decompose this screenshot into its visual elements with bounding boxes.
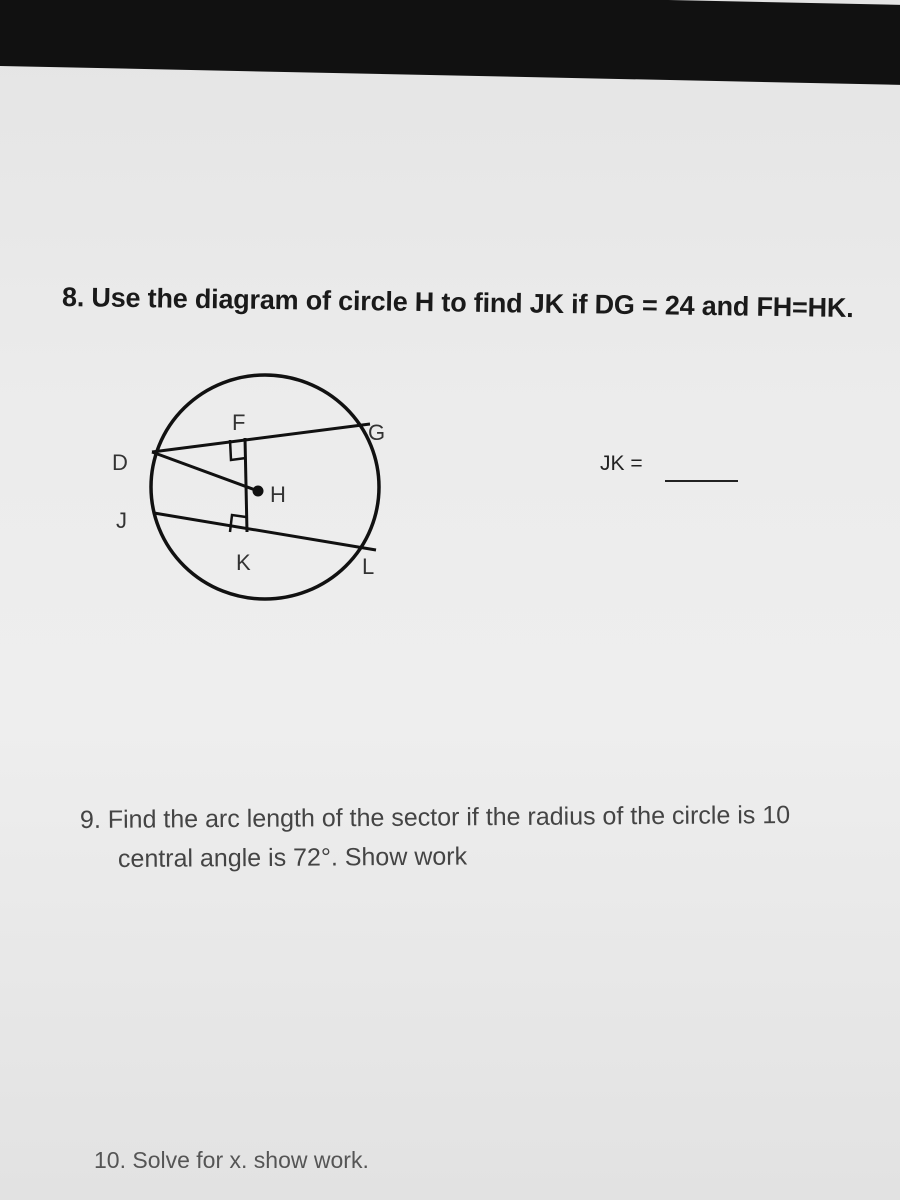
chord-dg xyxy=(152,424,370,452)
monitor-bezel xyxy=(0,0,900,85)
circle-h xyxy=(151,375,379,599)
jk-answer-label: JK = xyxy=(600,452,643,475)
label-g: G xyxy=(368,420,386,445)
label-h: H xyxy=(270,482,286,507)
jk-answer-blank xyxy=(665,480,738,482)
question-10-text: 10. Solve for x. show work. xyxy=(94,1147,369,1173)
label-d: D xyxy=(112,450,128,475)
circle-h-diagram xyxy=(100,360,420,620)
label-j: J xyxy=(116,508,127,533)
question-9-text-line-1: 9. Find the arc length of the sector if the radius of the circle is 10 xyxy=(79,801,791,834)
question-8-text: 8. Use the diagram of circle H to find JK if DG = 24 and FH=HK. xyxy=(61,282,854,324)
chord-jl xyxy=(154,513,376,550)
label-l: L xyxy=(362,554,375,579)
label-k: K xyxy=(236,550,251,575)
center-point-h xyxy=(253,486,264,497)
question-9-text-line-2: central angle is 72°. Show work xyxy=(117,842,468,873)
label-f: F xyxy=(232,410,246,435)
